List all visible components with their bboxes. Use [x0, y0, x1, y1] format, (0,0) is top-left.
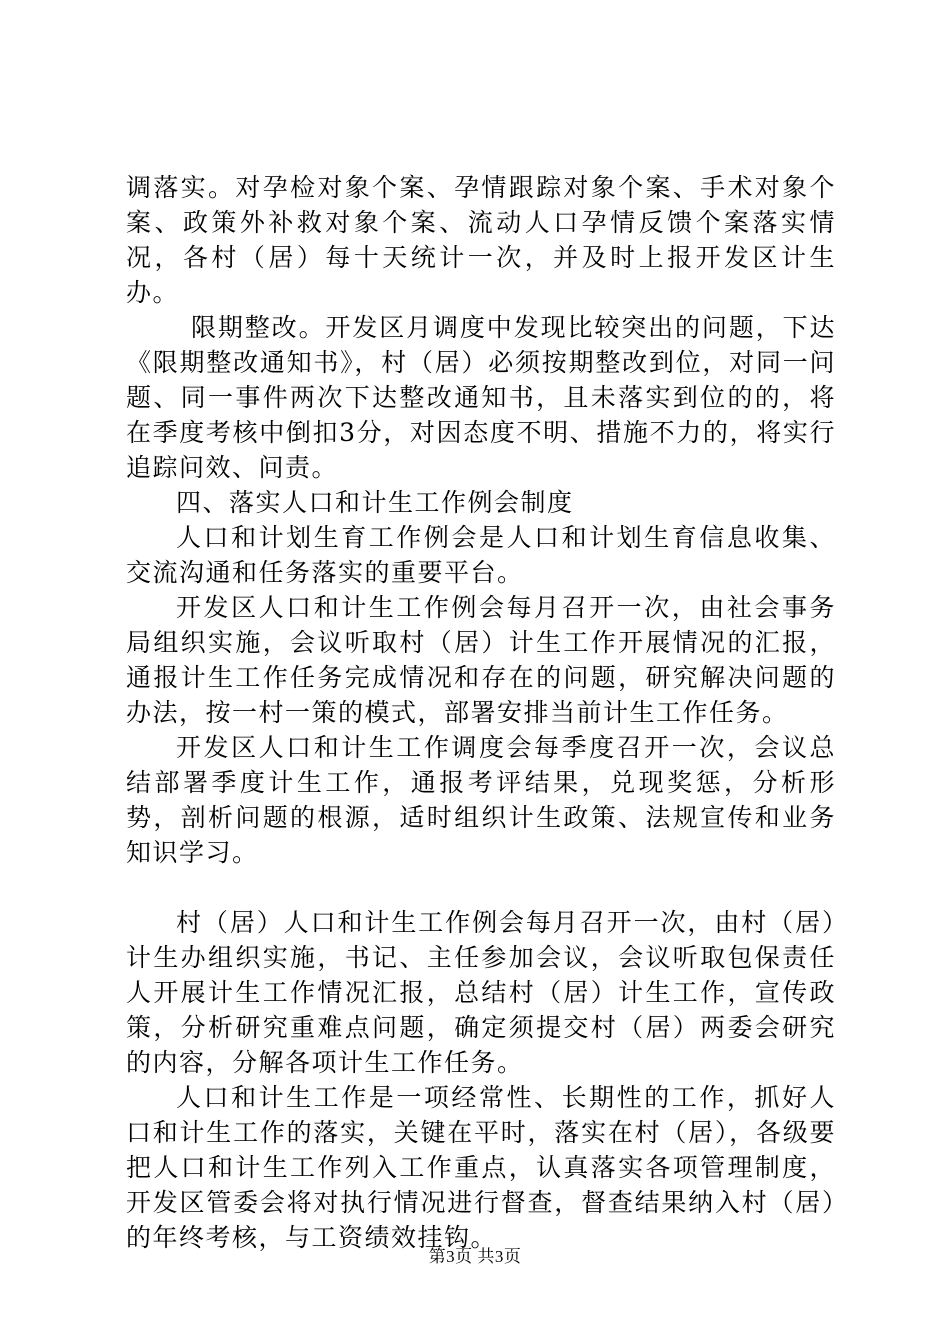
paragraph-quarterly-meeting: 开发区人口和计生工作调度会每季度召开一次，会议总结部署季度计生工作，通报考评结果，兑现奖惩，分析形势，剖析问题的根源，适时组织计生政策、法规宣传和业务知识学习。 — [126, 733, 836, 867]
paragraph-case-implementation: 调落实。对孕检对象个案、孕情跟踪对象个案、手术对象个案、政策外补救对象个案、流动人口孕情反馈个案落实情况，各村（居）每十天统计一次，并及时上报开发区计生办。 — [126, 173, 836, 307]
paragraph-monthly-meeting: 开发区人口和计生工作例会每月召开一次，由社会事务局组织实施，会议听取村（居）计生工作开展情况的汇报，通报计生工作任务完成情况和存在的问题，研究解决问题的办法，按一村一策的模式，部署安排当前计生工作任务。 — [126, 593, 836, 727]
paragraph-rectification: 限期整改。开发区月调度中发现比较突出的问题，下达《限期整改通知书》，村（居）必须按期整改到位，对同一问题、同一事件两次下达整改通知书，且未落实到位的的，将在季度考核中倒扣3分，对因态度不明、措施不力的，将实行追踪问效、问责。 — [126, 313, 836, 482]
paragraph-meeting-platform: 人口和计划生育工作例会是人口和计划生育信息收集、交流沟通和任务落实的重要平台。 — [126, 523, 836, 587]
paragraph-conclusion: 人口和计生工作是一项经常性、长期性的工作，抓好人口和计生工作的落实，关键在平时，落实在村（居），各级要把人口和计生工作列入工作重点，认真落实各项管理制度，开发区管委会将对执行情况进行督查，督查结果纳入村（居）的年终考核，与工资绩效挂钩。 — [126, 1083, 836, 1252]
section-heading-meeting-system: 四、落实人口和计生工作例会制度 — [176, 488, 574, 517]
paragraph-village-meeting: 村（居）人口和计生工作例会每月召开一次，由村（居）计生办组织实施，书记、主任参加会议，会议听取包保责任人开展计生工作情况汇报，总结村（居）计生工作，宣传政策，分析研究重难点问题，确定须提交村（居）两委会研究的内容，分解各项计生工作任务。 — [126, 908, 836, 1077]
document-body — [126, 170, 836, 1255]
paragraph-spacer — [126, 870, 836, 905]
page-number-footer: 第3页 共3页 — [428, 1247, 522, 1266]
